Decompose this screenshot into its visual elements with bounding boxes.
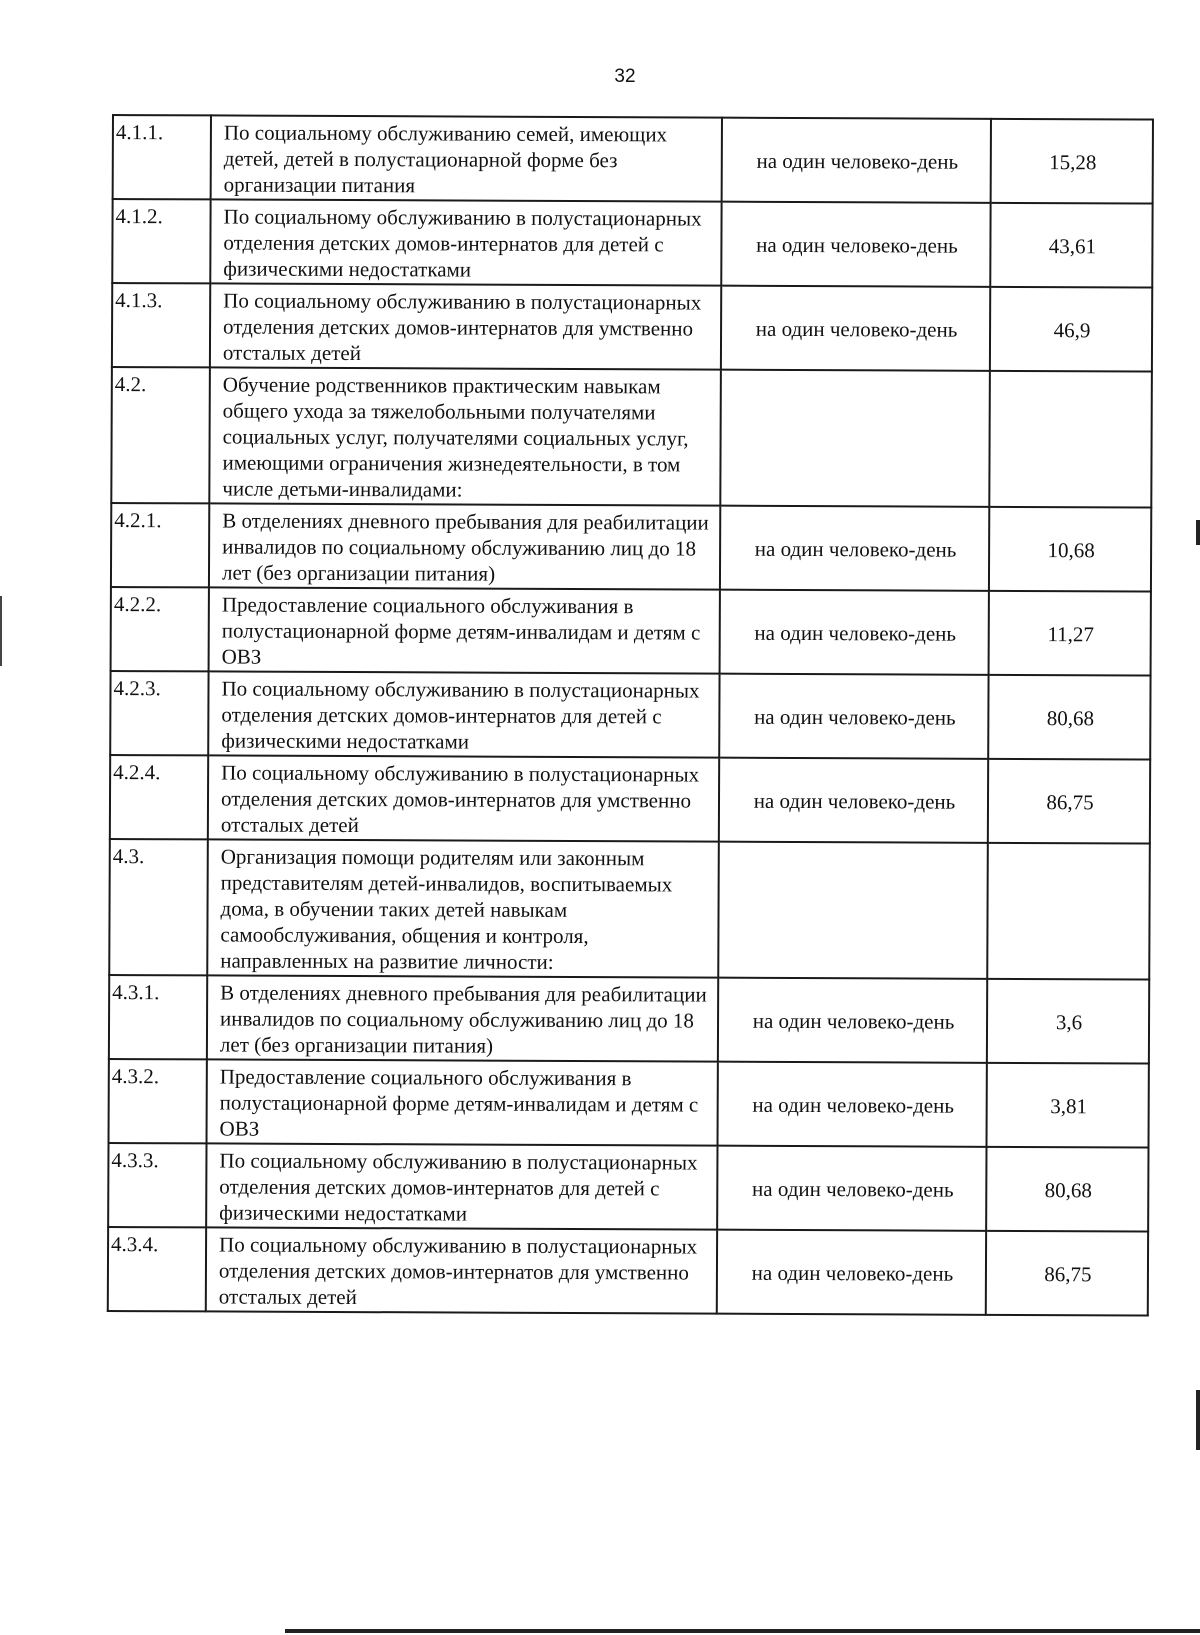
row-code: 4.2.2.	[111, 587, 209, 671]
row-price: 3,81	[987, 1063, 1149, 1148]
table-row	[108, 1227, 1148, 1316]
table-row	[111, 587, 1151, 676]
row-price: 15,28	[991, 119, 1153, 204]
table-row	[109, 1059, 1149, 1148]
row-name: Организация помощи родителям или законным представителям детей-инвалидов, воспитываемых дома, в обучении таких детей навыкам самообслуживания, общения и контроля, направленных на развитие личности:	[207, 839, 719, 977]
row-code: 4.3.3.	[108, 1143, 206, 1227]
row-name: Предоставление социального обслуживания в полустационарной форме детям-инвалидам и детям с ОВЗ	[209, 587, 720, 673]
row-unit: на один человеко-день	[719, 758, 988, 843]
table-row	[109, 839, 1150, 980]
row-code: 4.3.4.	[108, 1227, 206, 1311]
tariff-table	[107, 114, 1154, 1317]
table-row	[108, 1143, 1148, 1232]
row-unit: на один человеко-день	[718, 1062, 987, 1147]
row-name: По социальному обслуживанию в полустационарных отделения детских домов-интернатов для детей с физическими недостатками	[210, 199, 721, 285]
row-name: Предоставление социального обслуживания в полустационарной форме детям-инвалидам и детям с ОВЗ	[207, 1059, 718, 1145]
row-unit: на один человеко-день	[718, 978, 987, 1063]
row-code: 4.1.2.	[112, 199, 210, 283]
table-row	[110, 755, 1150, 844]
row-name: По социальному обслуживанию в полустационарных отделения детских домов-интернатов для умственно отсталых детей	[208, 755, 719, 841]
row-price: 11,27	[989, 591, 1151, 676]
row-price: 3,6	[987, 979, 1149, 1064]
table-row	[112, 283, 1152, 372]
row-name: По социальному обслуживанию семей, имеющих детей, детей в полустационарной форме без организации питания	[211, 115, 722, 201]
row-code: 4.3.2.	[109, 1059, 207, 1143]
row-code: 4.2.1.	[111, 503, 209, 587]
row-unit	[720, 370, 990, 507]
scan-edge-line	[285, 1629, 1200, 1633]
row-price: 86,75	[988, 759, 1150, 844]
row-name: По социальному обслуживанию в полустационарных отделения детских домов-интернатов для умственно отсталых детей	[206, 1227, 717, 1313]
row-name: По социальному обслуживанию в полустационарных отделения детских домов-интернатов для умственно отсталых детей	[210, 283, 721, 369]
row-unit: на один человеко-день	[717, 1146, 986, 1231]
row-price: 80,68	[988, 675, 1150, 760]
row-code: 4.2.4.	[110, 755, 208, 839]
table-row	[109, 975, 1149, 1064]
row-code: 4.2.3.	[110, 671, 208, 755]
row-name: По социальному обслуживанию в полустационарных отделения детских домов-интернатов для детей с физическими недостатками	[208, 671, 719, 757]
row-unit: на один человеко-день	[717, 1230, 986, 1315]
row-unit: на один человеко-день	[719, 674, 988, 759]
scan-edge-mark	[0, 596, 2, 666]
row-unit: на один человеко-день	[722, 118, 991, 203]
table-row	[113, 115, 1153, 204]
row-name: По социальному обслуживанию в полустационарных отделения детских домов-интернатов для детей с физическими недостатками	[206, 1143, 717, 1229]
scan-edge-mark	[1196, 520, 1200, 545]
page-number: 32	[614, 66, 636, 87]
row-code: 4.2.	[111, 367, 210, 503]
row-price	[989, 371, 1152, 508]
row-code: 4.3.1.	[109, 975, 207, 1059]
row-price: 86,75	[986, 1231, 1148, 1316]
table-row	[111, 503, 1151, 592]
row-unit: на один человеко-день	[721, 202, 990, 287]
row-unit: на один человеко-день	[721, 286, 990, 371]
row-price: 10,68	[989, 507, 1151, 592]
row-price: 46,9	[990, 287, 1152, 372]
row-price: 43,61	[990, 203, 1152, 288]
table-row	[110, 671, 1150, 760]
row-code: 4.1.1.	[113, 115, 211, 199]
row-price	[987, 843, 1150, 980]
table-row	[112, 199, 1152, 288]
row-name: В отделениях дневного пребывания для реабилитации инвалидов по социальному обслуживанию лиц до 18 лет (без организации питания)	[207, 975, 718, 1061]
row-code: 4.1.3.	[112, 283, 210, 367]
row-unit: на один человеко-день	[720, 590, 989, 675]
scan-edge-mark	[1196, 1390, 1200, 1450]
row-unit	[718, 842, 988, 979]
row-unit: на один человеко-день	[720, 506, 989, 591]
row-name: Обучение родственников практическим навыкам общего ухода за тяжелобольными получателями социальных услуг, получателями социальных услуг, имеющими ограничения жизнедеятельности, в том числе детьми-инвалидами:	[209, 367, 721, 505]
table-row	[111, 367, 1152, 508]
row-price: 80,68	[986, 1147, 1148, 1232]
row-code: 4.3.	[109, 839, 208, 975]
row-name: В отделениях дневного пребывания для реабилитации инвалидов по социальному обслуживанию лиц до 18 лет (без организации питания)	[209, 503, 720, 589]
